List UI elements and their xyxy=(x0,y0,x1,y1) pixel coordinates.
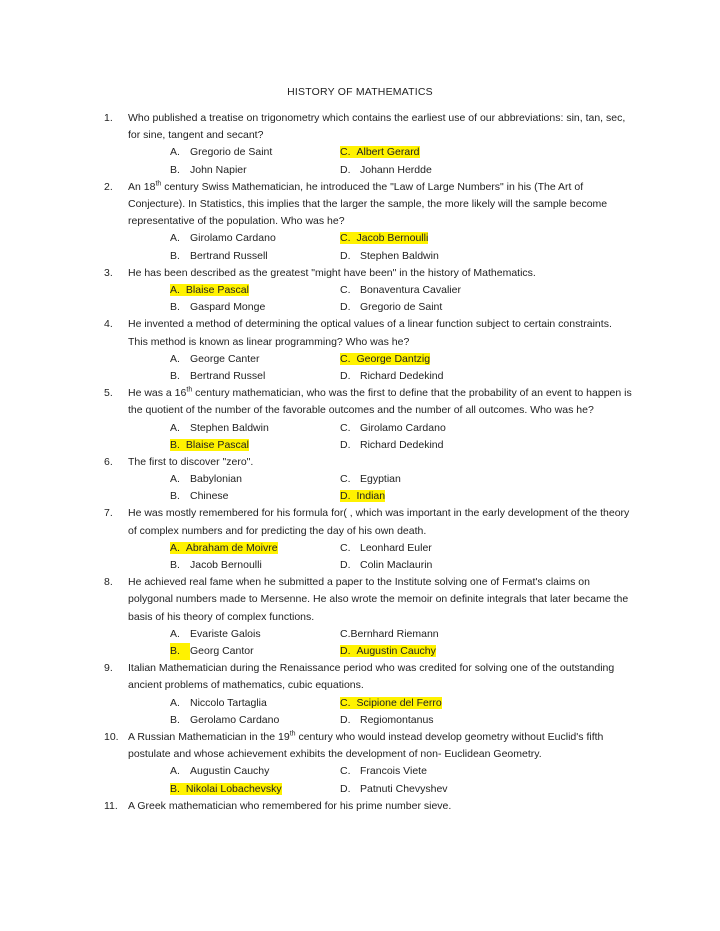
question-item xyxy=(104,729,634,798)
question-text: He has been described as the greatest "might have been" in the history of Mathematics. xyxy=(128,266,536,279)
answer-choices xyxy=(170,471,634,505)
page-title: HISTORY OF MATHEMATICS xyxy=(287,86,433,98)
choice-row xyxy=(170,763,634,780)
choice-letter: D. xyxy=(340,782,351,795)
answer-choice xyxy=(340,712,510,729)
choice-row xyxy=(170,351,634,368)
choice-letter: D. xyxy=(340,645,351,658)
choice-label: Egyptian xyxy=(360,473,401,486)
answer-choice xyxy=(340,299,510,316)
question-item xyxy=(104,454,634,506)
highlighted-answer xyxy=(340,353,430,365)
answer-choice xyxy=(170,781,340,798)
choice-label: George Dantzig xyxy=(356,352,431,365)
question-text: A Russian Mathematician in the 19th century who would instead develop geometry without Euclid's fifth postulate and whose achievement exhibits the development of non- Euclidean Geometry. xyxy=(128,730,604,761)
choice-label: Albert Gerard xyxy=(356,146,420,159)
answer-choice xyxy=(340,643,510,660)
choice-letter: D. xyxy=(340,713,351,726)
choice-letter: A. xyxy=(170,232,180,245)
choice-label: Richard Dedekind xyxy=(360,369,444,382)
choice-letter: A. xyxy=(170,627,180,640)
answer-choices xyxy=(170,144,634,178)
answer-choice xyxy=(170,471,340,488)
choice-label: Augustin Cauchy xyxy=(356,645,436,658)
choice-label: Girolamo Cardano xyxy=(190,232,276,245)
choice-label: Niccolo Tartaglia xyxy=(190,696,267,709)
answer-choice xyxy=(340,282,510,299)
choice-label: Bertrand Russell xyxy=(190,249,268,262)
answer-choice xyxy=(340,420,510,437)
question-text: An 18th century Swiss Mathematician, he introduced the "Law of Large Numbers" in his (The Art of Conjecture). In Statistics, this implies that the larger the sample, the more likely will the sample become representative of the population. Who was he? xyxy=(128,180,608,228)
question-number: 3. xyxy=(104,266,113,279)
question-item xyxy=(104,798,634,815)
choice-label: Stephen Baldwin xyxy=(190,421,269,434)
choice-label: Johann Herdde xyxy=(360,163,432,176)
choice-label: Bernhard Riemann xyxy=(350,627,439,640)
choice-row xyxy=(170,230,634,247)
answer-choice xyxy=(340,540,510,557)
choice-row xyxy=(170,540,634,557)
choice-letter: B. xyxy=(170,713,180,726)
answer-choice xyxy=(340,781,510,798)
choice-label: Chinese xyxy=(190,490,229,503)
choice-letter: B. xyxy=(170,163,180,176)
choice-row xyxy=(170,626,634,643)
ordinal-suffix: th xyxy=(186,386,193,394)
choice-label: Gregorio de Saint xyxy=(360,301,443,314)
choice-row xyxy=(170,488,634,505)
choice-letter: C. xyxy=(340,283,351,296)
choice-label: Blaise Pascal xyxy=(185,438,249,451)
answer-choice xyxy=(170,557,340,574)
choice-letter: B. xyxy=(170,301,180,314)
choice-letter: D. xyxy=(340,438,351,451)
question-number: 8. xyxy=(104,576,113,589)
choice-label: Leonhard Euler xyxy=(360,541,432,554)
answer-choice xyxy=(340,230,510,247)
highlighted-answer xyxy=(340,232,428,244)
choice-letter: C. xyxy=(340,352,351,365)
answer-choices xyxy=(170,763,634,797)
choice-letter: D. xyxy=(340,301,351,314)
answer-choice xyxy=(340,488,510,505)
question-text: He was a 16th century mathematician, who was the first to define that the probability of an event to happen is the quotient of the number of the favorable outcomes and the number of all outcomes. Who was he? xyxy=(128,386,632,417)
choice-row xyxy=(170,420,634,437)
answer-choice xyxy=(170,712,340,729)
choice-row xyxy=(170,557,634,574)
question-text: He invented a method of determining the optical values of a linear function subject to certain constraints. This method is known as linear programming? Who was he? xyxy=(128,318,612,348)
ordinal-suffix: th xyxy=(155,180,162,188)
choice-letter: D. xyxy=(340,559,351,572)
choice-letter: A. xyxy=(170,696,180,709)
answer-choice xyxy=(170,488,340,505)
choice-row xyxy=(170,781,634,798)
choice-letter: B. xyxy=(170,782,180,795)
choice-label: Evariste Galois xyxy=(190,627,261,640)
question-item xyxy=(104,316,634,385)
ordinal-suffix: th xyxy=(289,730,296,738)
choice-row xyxy=(170,368,634,385)
question-item xyxy=(104,660,634,729)
question-item xyxy=(104,385,634,454)
choice-label: George Canter xyxy=(190,352,260,365)
choice-letter: B. xyxy=(170,559,180,572)
answer-choice xyxy=(170,230,340,247)
answer-choice xyxy=(340,695,510,712)
choice-letter: C. xyxy=(340,541,351,554)
answer-choice xyxy=(170,695,340,712)
answer-choices xyxy=(170,695,634,729)
choice-label: Patnuti Chevyshev xyxy=(360,782,448,795)
answer-choice xyxy=(170,763,340,780)
answer-choices xyxy=(170,282,634,316)
choice-letter: B. xyxy=(170,249,180,262)
question-text: He achieved real fame when he submitted a paper to the Institute solving one of Fermat's claims on polygonal numbers made to Mersenne. He also wrote the memoir on definite integrals that later became the basis of his theory of complex functions. xyxy=(128,576,629,623)
question-number: 7. xyxy=(104,507,113,520)
choice-row xyxy=(170,162,634,179)
choice-letter: A. xyxy=(170,765,180,778)
choice-label: Blaise Pascal xyxy=(185,283,249,296)
choice-letter: B. xyxy=(170,490,180,503)
question-text: A Greek mathematician who remembered for his prime number sieve. xyxy=(128,799,452,812)
answer-choices xyxy=(170,420,634,454)
choice-label: Indian xyxy=(356,490,386,503)
choice-label: Nikolai Lobachevsky xyxy=(185,782,282,795)
choice-label: Bertrand Russel xyxy=(190,369,266,382)
highlighted-answer xyxy=(340,645,436,657)
choice-letter: C. xyxy=(340,627,351,640)
answer-choice xyxy=(340,471,510,488)
answer-choice xyxy=(170,437,340,454)
question-number: 6. xyxy=(104,455,113,468)
highlighted-answer xyxy=(340,490,385,502)
answer-choice xyxy=(170,540,340,557)
answer-choices xyxy=(170,351,634,385)
answer-choice xyxy=(170,643,340,660)
choice-row xyxy=(170,248,634,265)
question-item xyxy=(104,265,634,317)
question-number: 1. xyxy=(104,112,113,124)
answer-choice xyxy=(340,763,510,780)
choice-letter: A. xyxy=(170,421,180,434)
highlighted-answer xyxy=(340,146,420,158)
choice-letter: C. xyxy=(340,421,351,434)
choice-label: Francois Viete xyxy=(360,765,427,778)
choice-letter: A. xyxy=(170,541,180,554)
choice-letter: C. xyxy=(340,146,351,159)
question-number: 10. xyxy=(104,731,119,744)
answer-choice xyxy=(340,248,510,265)
choice-label: Colin Maclaurin xyxy=(360,559,433,572)
choice-label: Georg Cantor xyxy=(190,645,254,658)
choice-label: Girolamo Cardano xyxy=(360,421,446,434)
choice-label: Jacob Bernoulli xyxy=(190,559,262,572)
choice-label: Babylonian xyxy=(190,473,242,486)
choice-letter: B. xyxy=(170,438,180,451)
answer-choice xyxy=(170,282,340,299)
question-number: 4. xyxy=(104,318,113,331)
choice-row xyxy=(170,695,634,712)
choice-label: Regiomontanus xyxy=(360,713,434,726)
answer-choice xyxy=(170,162,340,179)
question-item xyxy=(104,179,634,265)
highlighted-answer xyxy=(170,284,249,296)
choice-label: Bonaventura Cavalier xyxy=(360,283,461,296)
choice-label: John Napier xyxy=(190,163,247,176)
answer-choices xyxy=(170,626,634,660)
answer-choice xyxy=(170,420,340,437)
answer-choices xyxy=(170,230,634,264)
choice-letter: A. xyxy=(170,146,180,159)
question-item xyxy=(104,110,634,179)
answer-choice xyxy=(340,144,510,161)
choice-row xyxy=(170,437,634,454)
answer-choice xyxy=(340,557,510,574)
choice-row xyxy=(170,282,634,299)
choice-label: Gaspard Monge xyxy=(190,301,266,314)
answer-choice xyxy=(340,437,510,454)
answer-choice xyxy=(340,368,510,385)
answer-choice xyxy=(340,351,510,368)
highlighted-answer xyxy=(170,542,278,554)
question-number: 9. xyxy=(104,662,113,675)
choice-label: Gerolamo Cardano xyxy=(190,713,280,726)
choice-row xyxy=(170,712,634,729)
answer-choices xyxy=(170,540,634,574)
question-number: 11. xyxy=(104,799,118,812)
choice-row xyxy=(170,144,634,161)
answer-choice xyxy=(170,144,340,161)
question-item xyxy=(104,574,634,660)
choice-letter: D. xyxy=(340,369,351,382)
highlighted-answer xyxy=(340,697,442,709)
answer-choice xyxy=(170,626,340,643)
question-text: Italian Mathematician during the Renaissance period who was credited for solving one of the outstanding ancient problems of mathematics, cubic equations. xyxy=(128,662,615,692)
choice-letter: A. xyxy=(170,473,180,486)
choice-label: Jacob Bernoulli xyxy=(356,232,429,245)
question-text: The first to discover "zero". xyxy=(128,455,254,468)
answer-choice xyxy=(170,368,340,385)
answer-choice xyxy=(340,626,510,643)
choice-row xyxy=(170,471,634,488)
choice-letter: C. xyxy=(340,765,351,778)
choice-letter: D. xyxy=(340,163,351,176)
choice-label: Richard Dedekind xyxy=(360,438,444,451)
answer-choice xyxy=(170,248,340,265)
choice-label: Scipione del Ferro xyxy=(356,696,442,709)
choice-label: Gregorio de Saint xyxy=(190,146,273,159)
choice-label: Augustin Cauchy xyxy=(190,765,270,778)
question-list xyxy=(104,110,634,815)
choice-letter: D. xyxy=(340,490,351,503)
choice-label: Abraham de Moivre xyxy=(185,541,278,554)
choice-letter: C. xyxy=(340,696,351,709)
question-text: Who published a treatise on trigonometry which contains the earliest use of our abbreviations: sin, tan, sec, for sine, tangent and secant? xyxy=(128,112,626,142)
answer-choice xyxy=(170,351,340,368)
choice-letter: A. xyxy=(170,283,180,296)
question-number: 2. xyxy=(104,180,113,193)
answer-choice xyxy=(340,162,510,179)
choice-label: Stephen Baldwin xyxy=(360,249,439,262)
choice-letter: C. xyxy=(340,473,351,486)
question-text: He was mostly remembered for his formula for( , which was important in the early development of the theory of complex numbers and for predicting the day of his own death. xyxy=(128,507,630,537)
choice-letter: B. xyxy=(170,369,180,382)
highlighted-answer xyxy=(170,783,282,795)
highlighted-answer xyxy=(170,439,249,451)
choice-row xyxy=(170,299,634,316)
answer-choice xyxy=(170,299,340,316)
choice-letter: D. xyxy=(340,249,351,262)
question-number: 5. xyxy=(104,387,113,400)
choice-letter: A. xyxy=(170,352,180,365)
question-item xyxy=(104,505,634,574)
choice-letter: C. xyxy=(340,232,351,245)
choice-letter: B. xyxy=(170,643,190,660)
choice-row xyxy=(170,643,634,660)
